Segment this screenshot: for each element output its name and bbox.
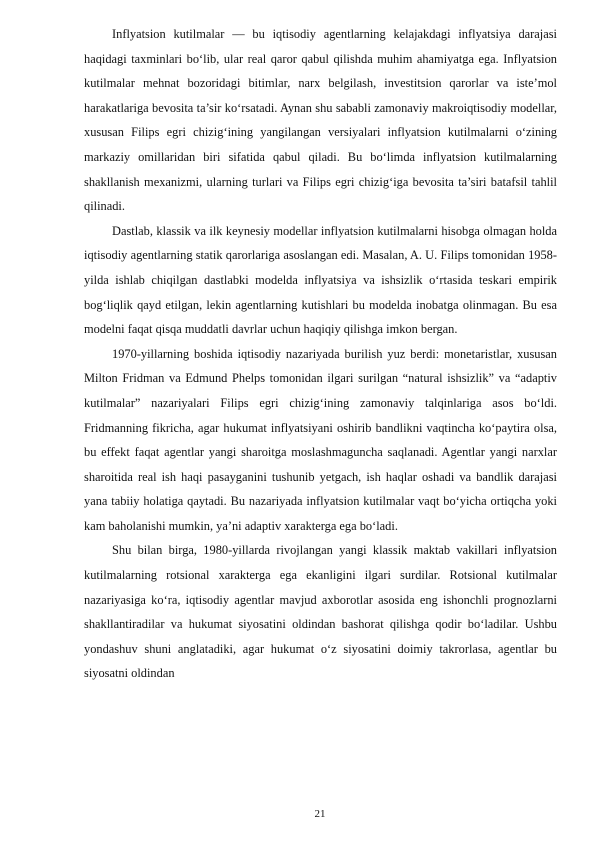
page-number: 21	[314, 808, 326, 820]
paragraph-4: Shu bilan birga, 1980-yillarda rivojlangan yangi klassik maktab vakillari inflyatsion kutilmalarning rotsional xarakterga ega ekanligini ilgari surdilar. Rotsional kutilmalar nazariyasiga ko‘ra, iqtisodiy agentlar mavjud axborotlar asosida eng ishonchli prognozlarni shakllantiradilar va hukumat siyosatini oldindan bashorat qilishga qodir bo‘ladilar. Ushbu yondashuv shuni anglatadiki, agar hukumat o‘z siyosatini doimiy takrorlasa, agentlar bu siyosatni oldindan	[84, 543, 557, 681]
body-text	[84, 22, 557, 686]
paragraph-1: Inflyatsion kutilmalar — bu iqtisodiy agentlarning kelajakdagi inflyatsiya darajasi haqidagi taxminlari bo‘lib, ular real qaror qabul qilishda muhim ahamiyatga ega. Inflyatsion kutilmalar mehnat bozoridagi bitimlar, narx belgilash, investitsion qarorlar va iste’mol harakatlariga bevosita ta’sir ko‘rsatadi. Aynan shu sababli zamonaviy makroiqtisodiy modellar, xususan Filips egri chizig‘ining yangilangan versiyalari inflyatsion kutilmalarni o‘zining markaziy omillaridan biri sifatida qabul qiladi. Bu bo‘limda inflyatsion kutilmalarning shakllanish mexanizmi, ularning turlari va Filips egri chizig‘iga bevosita ta’siri batafsil tahlil qilinadi.	[84, 27, 557, 214]
paragraph-2: Dastlab, klassik va ilk keynesiy modellar inflyatsion kutilmalarni hisobga olmagan holda iqtisodiy agentlarning statik qarorlariga asoslangan edi. Masalan, A. U. Filips tomonidan 1958-yilda ishlab chiqilgan dastlabki modelda inflyatsiya va ishsizlik o‘rtasida teskari empirik bog‘liqlik qayd etilgan, lekin agentlarning kutishlari bu modelda inobatga olinmagan. Bu esa modelni faqat qisqa muddatli davrlar uchun haqiqiy qilishga imkon bergan.	[84, 223, 557, 337]
paragraph-3: 1970-yillarning boshida iqtisodiy nazariyada burilish yuz berdi: monetaristlar, xususan Milton Fridman va Edmund Phelps tomonidan ilgari surilgan “natural ishsizlik” va “adaptiv kutilmalar” nazariyalari Filips egri chizig‘ining zamonaviy talqinlariga asos bo‘ldi. Fridmanning fikricha, agar hukumat inflyatsiyani oshirib bandlikni vaqtincha ko‘paytira olsa, bu effekt faqat agentlar yangi sharoitga moslashmaguncha saqlanadi. Agentlar yangi narxlar sharoitida real ish haqi pasayganini tushunib yetgach, ish haqlar oshadi va bandlik darajasi yana tabiiy holatiga qaytadi. Bu nazariyada inflyatsion kutilmalar vaqt bo‘yicha ortiqcha yoki kam baholanishi mumkin, ya’ni adaptiv xarakterga ega bo‘ladi.	[84, 346, 557, 533]
